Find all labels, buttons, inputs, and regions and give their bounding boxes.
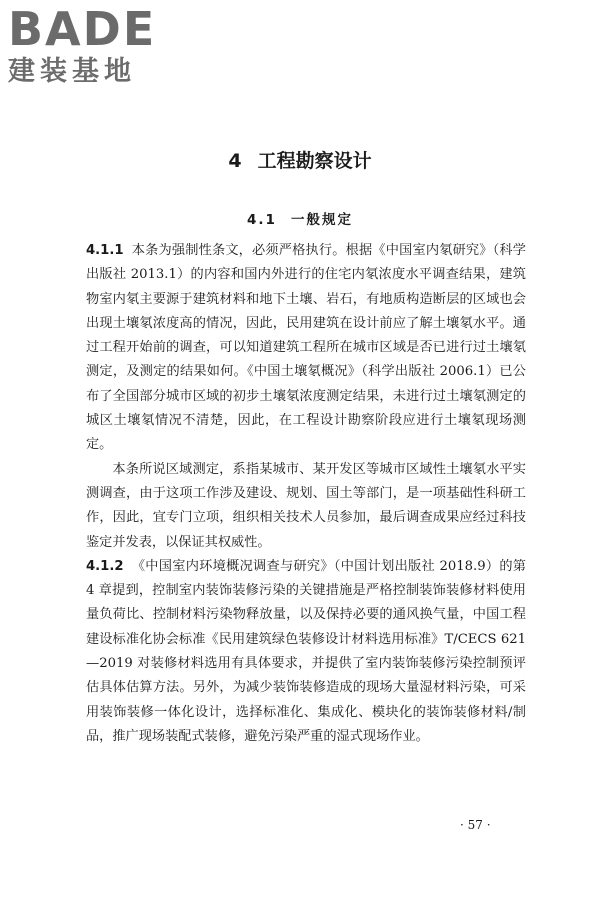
logo-chinese-name: 建装基地	[8, 56, 136, 87]
chapter-number: 4	[228, 150, 242, 172]
brand-logo	[8, 4, 178, 88]
section-title: 一般规定	[290, 212, 353, 228]
chapter-heading	[0, 146, 600, 173]
body-text	[86, 239, 526, 749]
clause-number: 4.1.1	[86, 243, 124, 258]
paragraph-4-1-1	[86, 239, 526, 458]
paragraph-text: 本条所说区域测定，系指某城市、某开发区等城市区域性土壤氡水平实测调查，由于这项工作涉及建设、规划、国土等部门，是一项基础性科研工作，因此，宜专门立项，组织相关技术人员参加，最后调查成果应经过科技鉴定并发表，以保证其权威性。	[86, 461, 526, 550]
paragraph-text: 本条为强制性条文，必须严格执行。根据《中国室内氡研究》（科学出版社 2013.1）的内容和国内外进行的住宅内氡浓度水平调查结果，建筑物室内氡主要源于建筑材料和地下土壤、岩石，有地质构造断层的区域也会出现土壤氡浓度高的情况，因此，民用建筑在设计前应了解土壤氡水平。通过工程开始前的调查，可以知道建筑工程所在城市区域是否已进行过土壤氡测定，及测定的结果如何。《中国土壤氡概况》（科学出版社 2006.1）已公布了全国部分城市区域的初步土壤氡浓度测定结果，未进行过土壤氡测定的城区土壤氡情况不清楚，因此，在工程设计勘察阶段应进行土壤氡现场测定。	[86, 243, 526, 453]
clause-number: 4.1.2	[86, 558, 124, 574]
logo-wordmark: BADE	[8, 2, 157, 56]
chapter-title: 工程勘察设计	[257, 150, 372, 172]
page-number: · 57 ·	[460, 818, 491, 832]
paragraph-text: 《中国室内环境概况调查与研究》（中国计划出版社 2018.9）的第 4 章提到，控制室内装饰装修污染的关键措施是严格控制装饰装修材料使用量负荷比、控制材料污染物释放量，以及保持必要的通风换气量，中国工程建设标准化协会标准《民用建筑绿色装修设计材料选用标准》T/CECS 621—2019 对装修材料选用有具体要求，并提供了室内装饰装修污染控制预评估具体估算方法。另外，为减少装饰装修造成的现场大量湿材料污染，可采用装饰装修一体化设计，选择标准化、集成化、模块化的装饰装修材料/制品，推广现场装配式装修，避免污染严重的湿式现场作业。	[86, 558, 526, 744]
section-number: 4.1	[247, 212, 277, 228]
paragraph-4-1-2	[86, 555, 526, 749]
section-heading	[0, 208, 600, 228]
paragraph-region-note	[86, 458, 526, 555]
